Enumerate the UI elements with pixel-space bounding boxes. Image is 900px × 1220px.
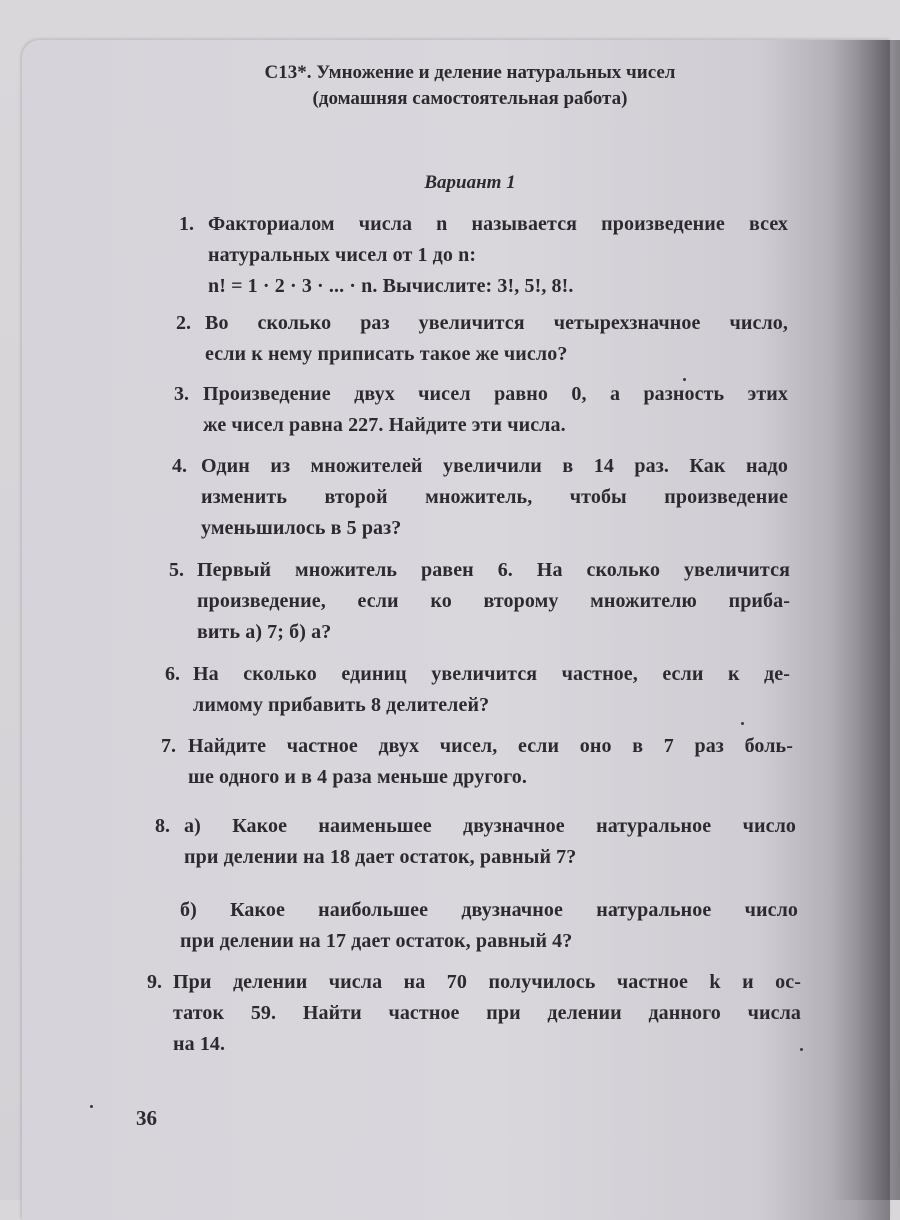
task-line: Во сколько раз увеличится четырехзначное число,: [205, 312, 788, 334]
task-line: На сколько единиц увеличится частное, если к де-: [193, 663, 790, 685]
task-line: изменить второй множитель, чтобы произведение: [201, 486, 788, 508]
task-line: б) Какое наибольшее двузначное натуральное число: [180, 899, 798, 921]
task-line: натуральных чисел от 1 до n:: [208, 244, 477, 266]
task-text: [173, 967, 801, 1060]
task-text: [184, 811, 796, 873]
variant-heading: Вариант 1: [424, 172, 516, 193]
task-text: [197, 555, 790, 648]
task-text: [205, 308, 788, 370]
task-line: лимому прибавить 8 делителей?: [193, 694, 490, 716]
task-number: 9.: [147, 971, 162, 993]
task-line: же чисел равна 227. Найдите эти числа.: [203, 414, 566, 436]
task-line: при делении на 18 дает остаток, равный 7?: [184, 846, 577, 868]
task-line: Один из множителей увеличили в 14 раз. Как надо: [201, 455, 788, 477]
print-speck: [800, 1048, 803, 1051]
task-line: Факториалом числа n называется произведение всех: [208, 213, 788, 235]
task-number: 2.: [176, 312, 191, 334]
task-number: 8.: [155, 815, 170, 837]
task-line: при делении на 17 дает остаток, равный 4?: [180, 930, 573, 952]
task-line: Произведение двух чисел равно 0, а разность этих: [203, 383, 788, 405]
page-number: 36: [136, 1106, 157, 1130]
task-number: 5.: [169, 559, 184, 581]
task-text: [201, 451, 788, 544]
task-number: 4.: [172, 455, 187, 477]
task-number: 6.: [165, 663, 180, 685]
task-number: 7.: [161, 735, 176, 757]
print-speck: [683, 378, 686, 381]
task-line: При делении числа на 70 получилось частное k и ос-: [173, 971, 801, 993]
task-line: таток 59. Найти частное при делении данного числа: [173, 1002, 801, 1024]
task-line: если к нему приписать такое же число?: [205, 343, 568, 365]
task-line: ше одного и в 4 раза меньше другого.: [188, 766, 528, 788]
section-title: [150, 60, 790, 112]
task-text-part-b: [180, 895, 798, 957]
task-line: Найдите частное двух чисел, если оно в 7 раз боль-: [188, 735, 793, 757]
task-number: 3.: [174, 383, 189, 405]
task-line: Первый множитель равен 6. На сколько увеличится: [197, 559, 790, 581]
task-line: n! = 1 · 2 · 3 · ... · n. Вычислите: 3!, 5!, 8!.: [208, 275, 574, 297]
task-text: [193, 659, 790, 721]
print-speck: [90, 1105, 93, 1108]
task-text: [208, 209, 788, 302]
print-speck: [741, 722, 744, 725]
title-line-2: (домашняя самостоятельная работа): [312, 88, 628, 109]
task-number: 1.: [179, 213, 194, 235]
task-text: [203, 379, 788, 441]
task-text: [188, 731, 793, 793]
task-line: уменьшилось в 5 раз?: [201, 517, 402, 539]
task-line: а) Какое наименьшее двузначное натуральное число: [184, 815, 796, 837]
task-line: на 14.: [173, 1033, 226, 1055]
task-line: произведение, если ко второму множителю приба-: [197, 590, 790, 612]
title-line-1: С13*. Умножение и деление натуральных чисел: [264, 62, 676, 83]
task-line: вить а) 7; б) a?: [197, 621, 332, 643]
